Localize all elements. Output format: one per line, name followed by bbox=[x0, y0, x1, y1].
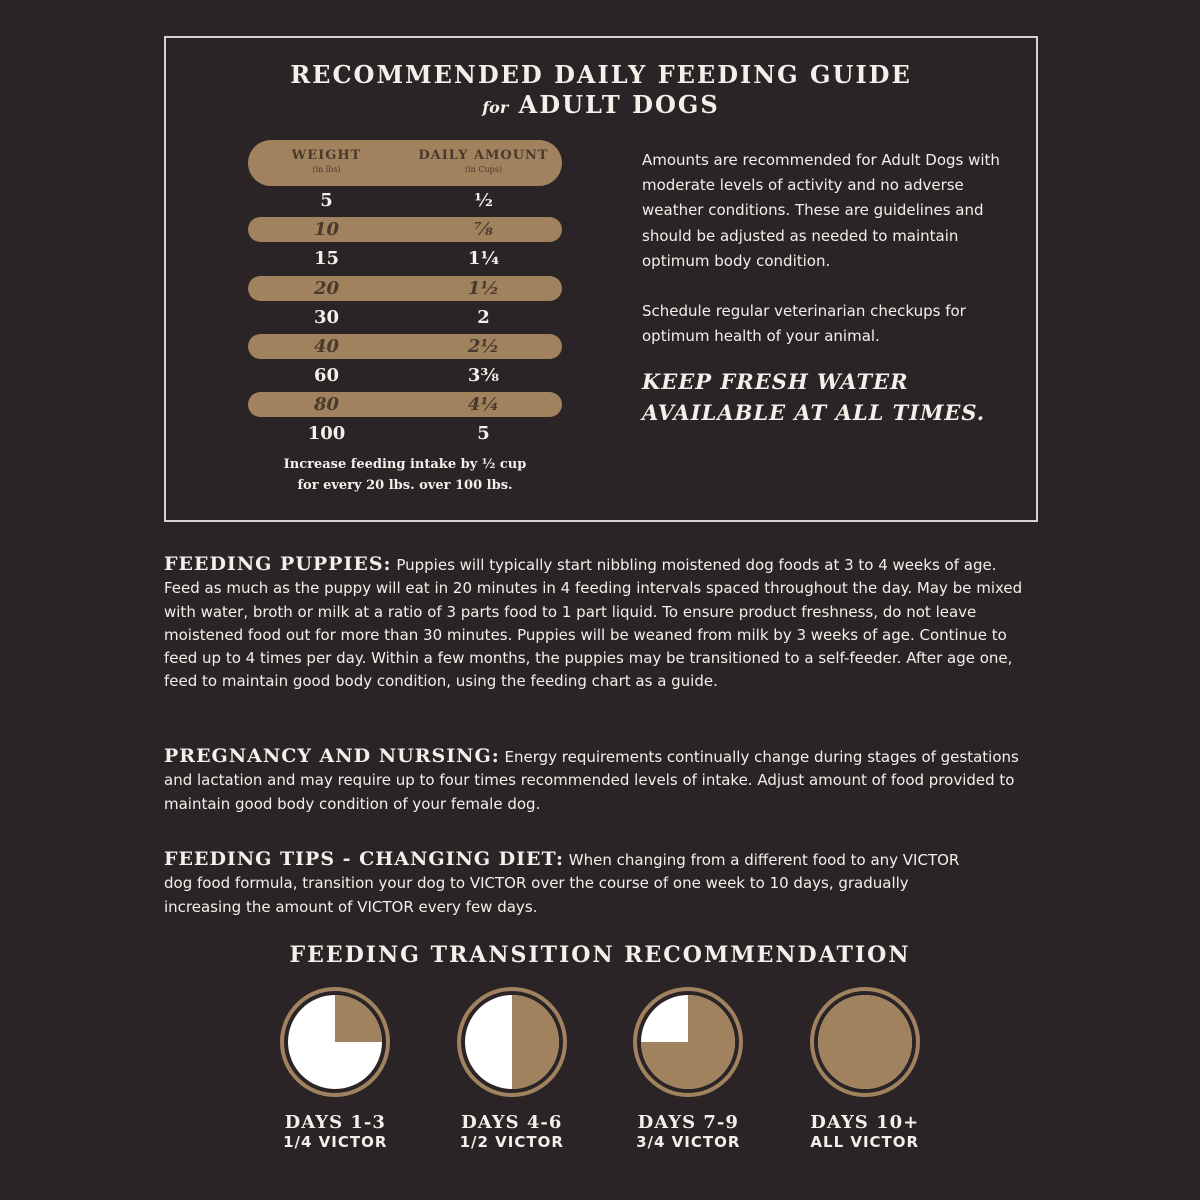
section-pregnancy: PREGNANCY AND NURSING: Energy requirements continually change during stages of gestations and lactation and may require up to four times recommended levels of intake. Adjust amount of food provided to maintain good body condition of your female dog. bbox=[164, 745, 1019, 813]
step-amount: ALL VICTOR bbox=[810, 1133, 920, 1151]
amount-cell: ½ bbox=[474, 190, 493, 212]
transition-step bbox=[777, 986, 954, 1151]
amount-cell: 3⅜ bbox=[467, 365, 500, 387]
amount-cell: 5 bbox=[477, 423, 490, 445]
side-text bbox=[642, 148, 1012, 428]
amount-cell: ⅞ bbox=[474, 219, 493, 241]
table-row bbox=[248, 276, 562, 301]
weight-cell: 60 bbox=[313, 365, 340, 387]
side-paragraph-2: Schedule regular veterinarian checkups for optimum health of your animal. bbox=[642, 302, 966, 346]
table-row bbox=[248, 334, 562, 359]
table-row bbox=[248, 361, 562, 390]
table-note: Increase feeding intake by ½ cup for every 20 lbs. over 100 lbs. bbox=[283, 457, 527, 494]
pie-slice bbox=[818, 995, 912, 1089]
step-days: DAYS 4-6 bbox=[461, 1112, 563, 1133]
transition-step bbox=[247, 986, 424, 1151]
weight-cell: 100 bbox=[307, 423, 346, 445]
pie-chart bbox=[456, 986, 568, 1098]
amount-cell: 1½ bbox=[467, 277, 500, 299]
title-line2 bbox=[166, 90, 1036, 123]
table-header bbox=[248, 140, 562, 186]
pie-chart bbox=[632, 986, 744, 1098]
weight-cell: 5 bbox=[320, 190, 333, 212]
step-amount: 1/2 VICTOR bbox=[459, 1133, 564, 1151]
header-amount: DAILY AMOUNT (in Cups) bbox=[418, 148, 549, 174]
table-row bbox=[248, 244, 562, 273]
amount-cell: 1¼ bbox=[467, 248, 500, 270]
transition-title: FEEDING TRANSITION RECOMMENDATION bbox=[289, 942, 911, 968]
guide-title bbox=[166, 60, 1036, 123]
header-weight: WEIGHT (in lbs) bbox=[291, 148, 362, 174]
amount-cell: 2½ bbox=[467, 335, 500, 357]
step-amount: 1/4 VICTOR bbox=[283, 1133, 388, 1151]
table-row bbox=[248, 392, 562, 417]
side-paragraph-1: Amounts are recommended for Adult Dogs with moderate levels of activity and no adverse weather conditions. These are guidelines and should be adjusted as needed to maintain optimum body condition. bbox=[642, 151, 1000, 270]
weight-cell: 20 bbox=[313, 277, 340, 299]
water-notice: KEEP FRESH WATER AVAILABLE AT ALL TIMES. bbox=[642, 369, 986, 426]
section-tips: FEEDING TIPS - CHANGING DIET: When changing from a different food to any VICTOR dog food formula, transition your dog to VICTOR over the course of one week to 10 days, gradually increasing the amount of VICTOR every few days. bbox=[164, 848, 960, 916]
title-for: for bbox=[482, 98, 509, 117]
weight-cell: 10 bbox=[313, 219, 340, 241]
feeding-table bbox=[248, 140, 562, 496]
transition-step bbox=[600, 986, 777, 1151]
table-row bbox=[248, 217, 562, 242]
table-row bbox=[248, 419, 562, 448]
amount-cell: 4¼ bbox=[467, 394, 500, 416]
weight-cell: 40 bbox=[313, 335, 340, 357]
pie-chart bbox=[809, 986, 921, 1098]
weight-cell: 15 bbox=[313, 248, 340, 270]
step-days: DAYS 7-9 bbox=[637, 1112, 739, 1133]
amount-cell: 2 bbox=[477, 306, 490, 328]
weight-cell: 30 bbox=[313, 306, 340, 328]
table-row bbox=[248, 303, 562, 332]
step-days: DAYS 1-3 bbox=[284, 1112, 386, 1133]
step-amount: 3/4 VICTOR bbox=[636, 1133, 741, 1151]
transition-step bbox=[424, 986, 601, 1151]
section-puppies: FEEDING PUPPIES: Puppies will typically start nibbling moistened dog foods at 3 to 4 weeks of age. Feed as much as the puppy will eat in 20 minutes in 4 feeding intervals spaced throughout the day. May be mixed with water, broth or milk at a ratio of 3 parts food to 1 part liquid. To ensure product freshness, do not leave moistened food out for more than 30 minutes. Puppies will be weaned from milk by 3 weeks of age. Continue to feed up to 4 times per day. Within a few months, the puppies may be transitioned to a self-feeder. After age one, feed to maintain good body condition, using the feeding chart as a guide. bbox=[164, 553, 1023, 691]
table-row bbox=[248, 186, 562, 215]
title-line1: RECOMMENDED DAILY FEEDING GUIDE bbox=[290, 60, 912, 89]
transition-steps bbox=[247, 986, 953, 1151]
pie-chart bbox=[279, 986, 391, 1098]
weight-cell: 80 bbox=[313, 394, 340, 416]
feeding-guide-box bbox=[164, 36, 1038, 522]
step-days: DAYS 10+ bbox=[810, 1112, 920, 1133]
title-adult-dogs: ADULT DOGS bbox=[518, 90, 720, 119]
pie-slice bbox=[335, 995, 382, 1042]
